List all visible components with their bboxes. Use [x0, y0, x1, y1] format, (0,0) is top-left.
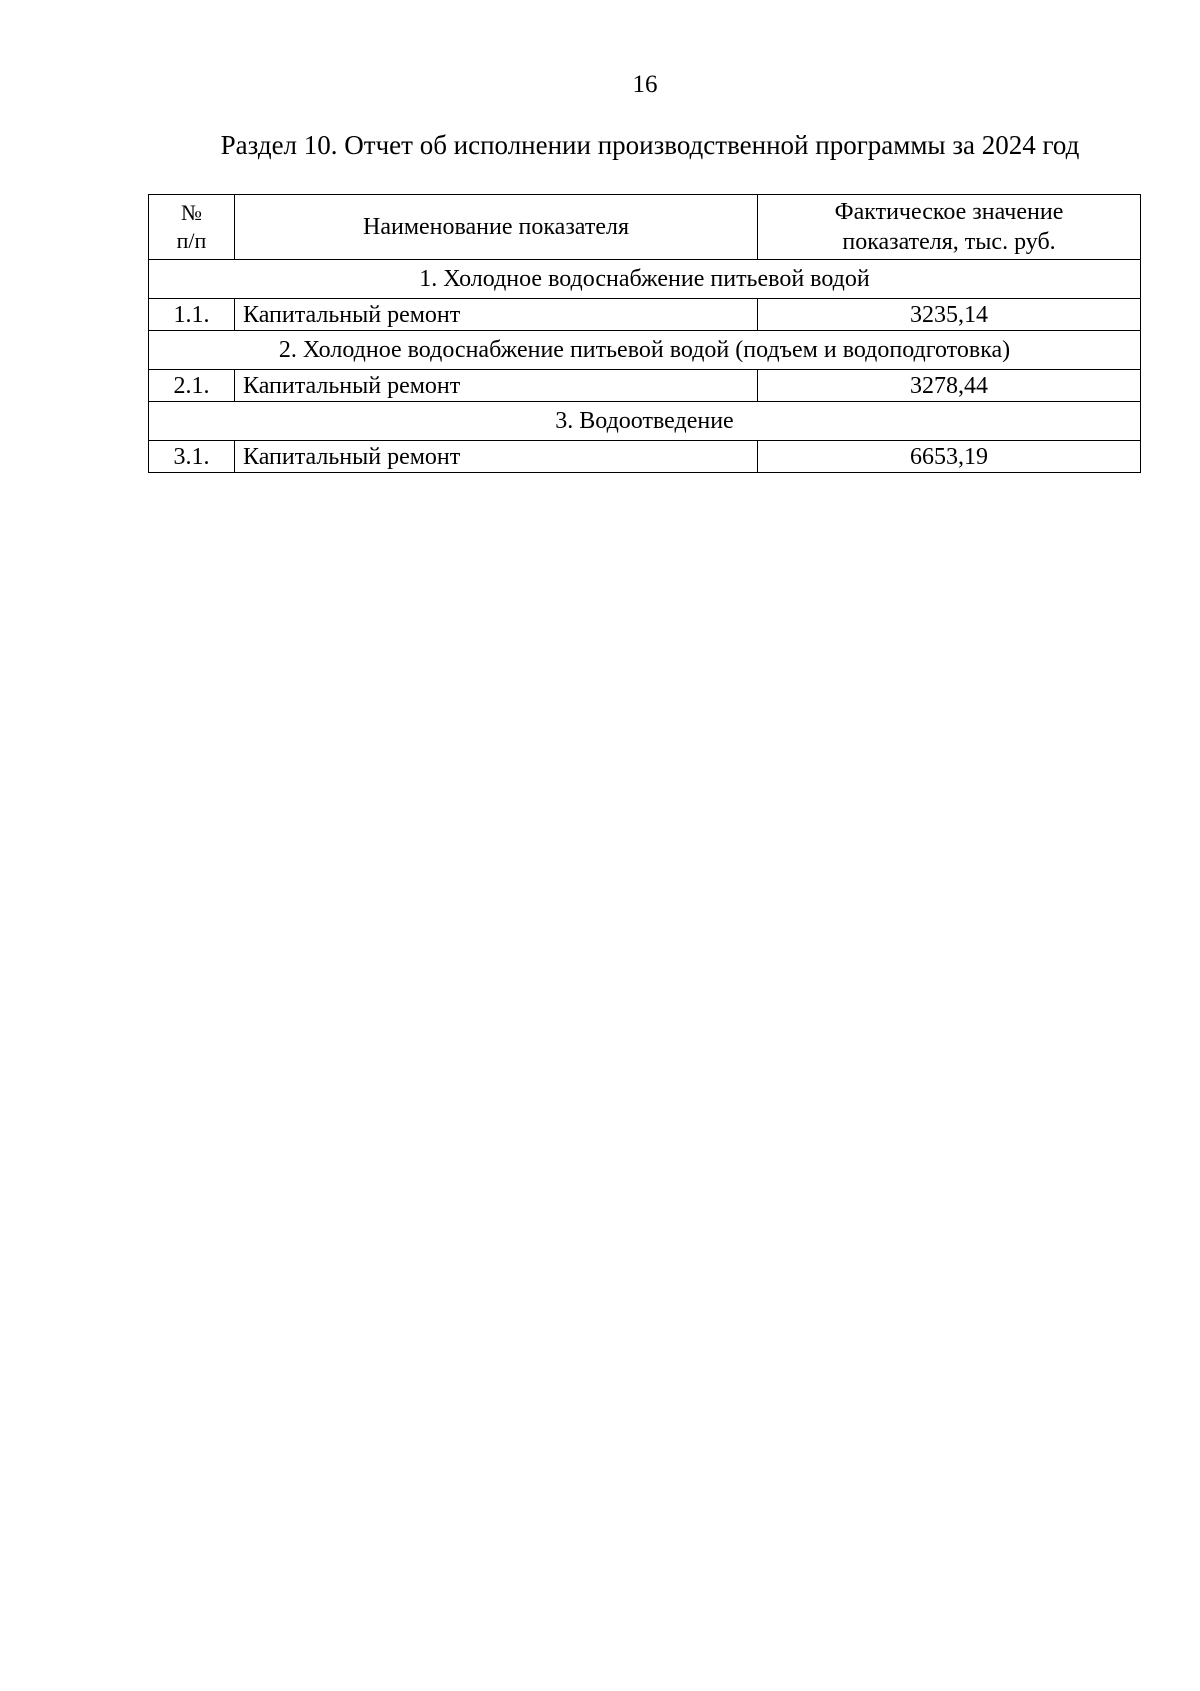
- header-number-abbrev: п/п: [176, 228, 207, 253]
- section-title: 2. Холодное водоснабжение питьевой водой (подъем и водоподготовка): [149, 331, 1141, 370]
- row-number: 2.1.: [149, 370, 235, 402]
- section-row: [149, 331, 1141, 370]
- header-actual-value-line2: показателя, тыс. руб.: [842, 229, 1056, 255]
- row-indicator-name: Капитальный ремонт: [235, 299, 758, 331]
- row-indicator-name: Капитальный ремонт: [235, 441, 758, 473]
- header-number: [149, 195, 235, 260]
- row-number: 3.1.: [149, 441, 235, 473]
- row-indicator-name: Капитальный ремонт: [235, 370, 758, 402]
- page-title: Раздел 10. Отчет об исполнении производственной программы за 2024 год: [220, 130, 1080, 160]
- section-title: 3. Водоотведение: [149, 402, 1141, 441]
- row-number: 1.1.: [149, 299, 235, 331]
- section-row: [149, 260, 1141, 299]
- header-number-symbol: №: [181, 200, 202, 225]
- table-row: [149, 441, 1141, 473]
- header-indicator-name: Наименование показателя: [235, 195, 758, 260]
- row-actual-value: 3235,14: [758, 299, 1141, 331]
- header-actual-value-line1: Фактическое значение: [834, 199, 1064, 225]
- table-row: [149, 299, 1141, 331]
- row-actual-value: 3278,44: [758, 370, 1141, 402]
- section-title: 1. Холодное водоснабжение питьевой водой: [149, 260, 1141, 299]
- table-row: [149, 370, 1141, 402]
- table-header-row: [149, 195, 1141, 260]
- section-row: [149, 402, 1141, 441]
- report-table: [148, 194, 1141, 473]
- header-actual-value: [758, 195, 1141, 260]
- page-number: 16: [632, 71, 658, 98]
- row-actual-value: 6653,19: [758, 441, 1141, 473]
